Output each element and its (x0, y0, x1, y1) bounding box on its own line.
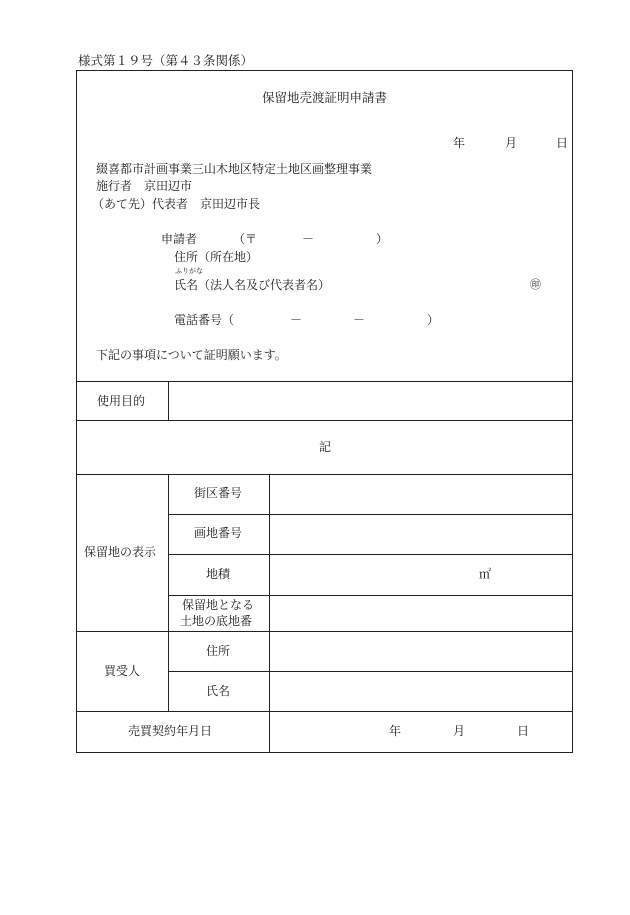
ki-label: 記 (319, 440, 332, 454)
block-number-field[interactable] (274, 478, 568, 510)
rule-land-3 (168, 595, 573, 596)
phone-close: ） (427, 313, 440, 327)
land-group-label: 保留地の表示 (84, 545, 157, 559)
contract-year: 年 (389, 724, 402, 738)
date-day: 日 (556, 136, 569, 150)
purpose-field[interactable] (175, 386, 567, 416)
contract-month: 月 (453, 724, 466, 738)
name-label: 氏名（法人名及び代表者名） (174, 278, 331, 292)
buyer-address-label: 住所 (206, 644, 231, 658)
base-lot-label-line1: 保留地となる (182, 598, 255, 612)
phone-label: 電話番号（ (174, 313, 235, 327)
address-label: 住所（所在地） (174, 250, 259, 264)
area-unit: ㎡ (479, 567, 492, 581)
applicant-label: 申請者 (161, 232, 198, 246)
rule-land-1 (168, 514, 573, 515)
rule-group-divider (168, 474, 169, 711)
recipient: （あて先）代表者 京田辺市長 (92, 197, 261, 211)
buyer-address-field[interactable] (274, 635, 568, 667)
buyer-group-label: 買受人 (104, 664, 141, 678)
phone-dash-1: － (290, 313, 303, 327)
form-number: 様式第１９号（第４３条関係） (78, 53, 254, 68)
rule-land-bottom (76, 631, 573, 632)
executor: 施行者 京田辺市 (96, 179, 193, 193)
lot-number-field[interactable] (274, 518, 568, 550)
rule-purpose-bottom (76, 420, 573, 421)
contract-day: 日 (517, 724, 530, 738)
form-title: 保留地売渡証明申請書 (262, 90, 388, 105)
request-text: 下記の事項について証明願います。 (96, 348, 287, 362)
buyer-name-field[interactable] (274, 675, 568, 707)
postal-dash: － (302, 232, 315, 246)
date-year: 年 (453, 136, 466, 150)
phone-dash-2: － (353, 313, 366, 327)
rule-ki-bottom (76, 474, 573, 475)
postal-close: ） (376, 232, 389, 246)
rule-purpose-divider (168, 381, 169, 420)
rule-buyer-mid (168, 671, 573, 672)
rule-buyer-bottom (76, 711, 573, 712)
rule-land-2 (168, 554, 573, 555)
furigana-label: ふりがな (175, 267, 203, 275)
block-number-label: 街区番号 (194, 486, 243, 500)
area-field[interactable] (274, 558, 474, 591)
base-lot-field[interactable] (274, 599, 568, 627)
base-lot-label-line2: 土地の底地番 (180, 614, 253, 628)
rule-value-divider (269, 474, 270, 753)
buyer-name-label: 氏名 (206, 684, 231, 698)
lot-number-label: 画地番号 (194, 526, 243, 540)
date-month: 月 (505, 136, 518, 150)
seal-mark: ㊞ (530, 278, 541, 291)
postal-open: （〒 (233, 232, 258, 246)
project-name: 綴喜都市計画事業三山木地区特定土地区画整理事業 (96, 162, 373, 176)
contract-date-label: 売買契約年月日 (128, 724, 213, 738)
area-label: 地積 (206, 567, 231, 581)
purpose-label: 使用目的 (97, 394, 146, 408)
rule-purpose-top (76, 381, 573, 382)
